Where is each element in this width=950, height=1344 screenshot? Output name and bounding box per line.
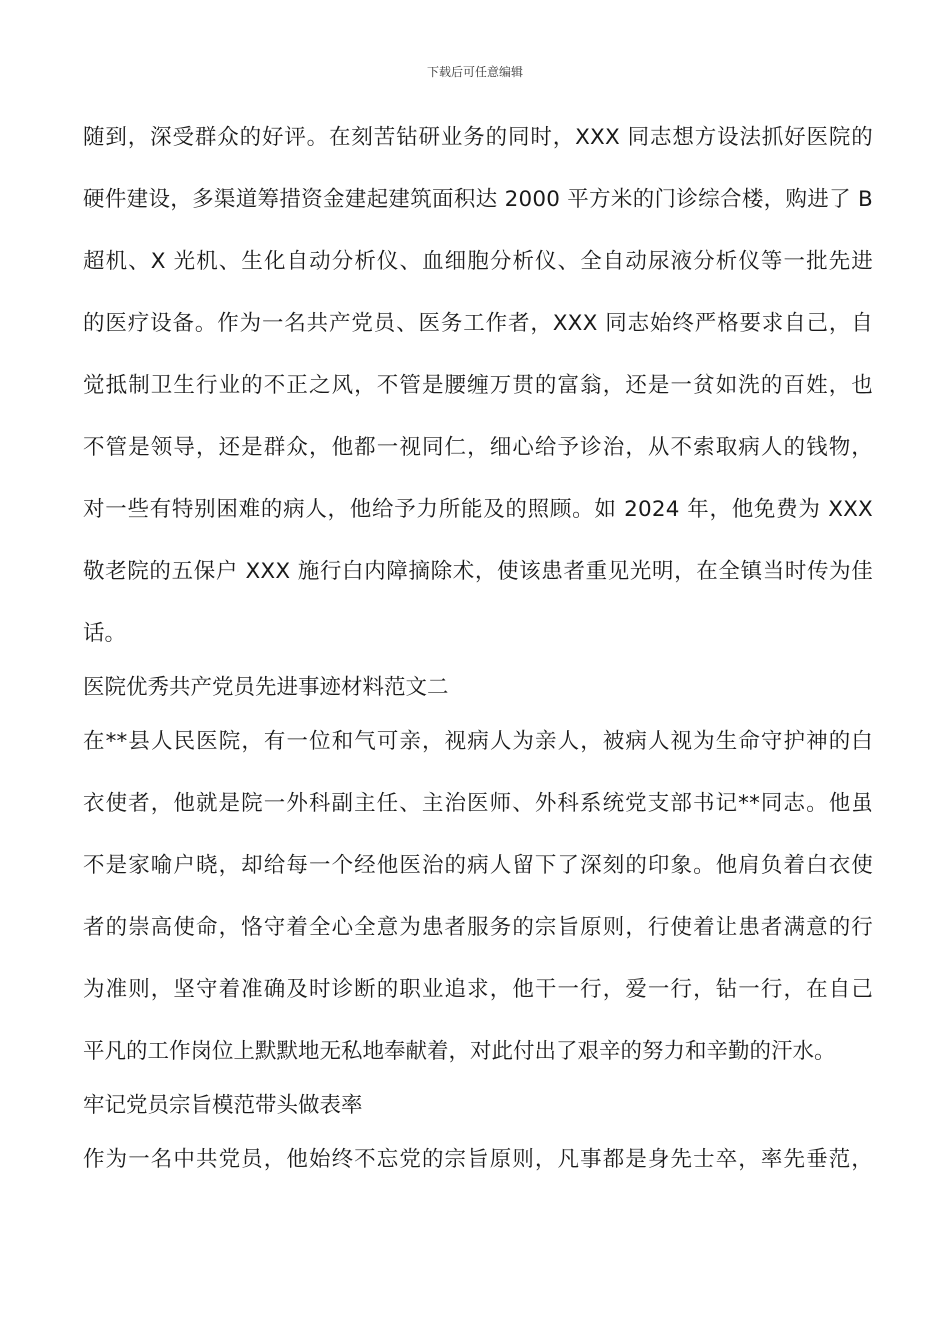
text-line: 为准则，坚守着准确及时诊断的职业追求，他干一行，爱一行，钻一行，在自己 [83,977,873,1002]
text-line: 随到，深受群众的好评。在刻苦钻研业务的同时，XXX 同志想方设法抓好医院的 [83,125,873,150]
text-line: 平凡的工作岗位上默默地无私地奉献着，对此付出了艰辛的努力和辛勤的汗水。 [83,1039,836,1064]
text-line: 对一些有特别困难的病人，他给予力所能及的照顾。如 2024 年，他免费为 XXX [83,497,873,522]
document-body [83,120,873,1204]
section-heading: 医院优秀共产党员先进事迹材料范文二 [83,675,449,700]
text-line: 在**县人民医院，有一位和气可亲，视病人为亲人，被病人视为生命守护神的白 [83,729,873,754]
text-line: 的医疗设备。作为一名共产党员、医务工作者，XXX 同志始终严格要求自己，自 [83,311,873,336]
paragraph-3 [83,1142,873,1204]
text-line: 敬老院的五保户 XXX 施行白内障摘除术，使该患者重见光明，在全镇当时传为佳 [83,559,873,584]
paragraph-2 [83,724,873,1088]
text-line: 话。 [83,621,127,646]
text-line: 超机、X 光机、生化自动分析仪、血细胞分析仪、全自动尿液分析仪等一批先进 [83,249,873,274]
text-line: 硬件建设，多渠道筹措资金建起建筑面积达 2000 平方米的门诊综合楼，购进了 B [83,187,873,212]
section-heading: 牢记党员宗旨模范带头做表率 [83,1093,363,1118]
text-line: 作为一名中共党员，他始终不忘党的宗旨原则，凡事都是身先士卒，率先垂范， [83,1147,873,1172]
header-note: 下载后可任意编辑 [426,65,523,79]
text-line: 不管是领导，还是群众，他都一视同仁，细心给予诊治，从不索取病人的钱物， [83,435,873,460]
text-line: 觉抵制卫生行业的不正之风，不管是腰缠万贯的富翁，还是一贫如洗的百姓，也 [83,373,873,398]
page-header [0,64,950,80]
text-line: 不是家喻户晓，却给每一个经他医治的病人留下了深刻的印象。他肩负着白衣使 [83,853,873,878]
paragraph-1 [83,120,873,670]
text-line: 衣使者，他就是院一外科副主任、主治医师、外科系统党支部书记**同志。他虽 [83,791,873,816]
text-line: 者的崇高使命，恪守着全心全意为患者服务的宗旨原则，行使着让患者满意的行 [83,915,873,940]
